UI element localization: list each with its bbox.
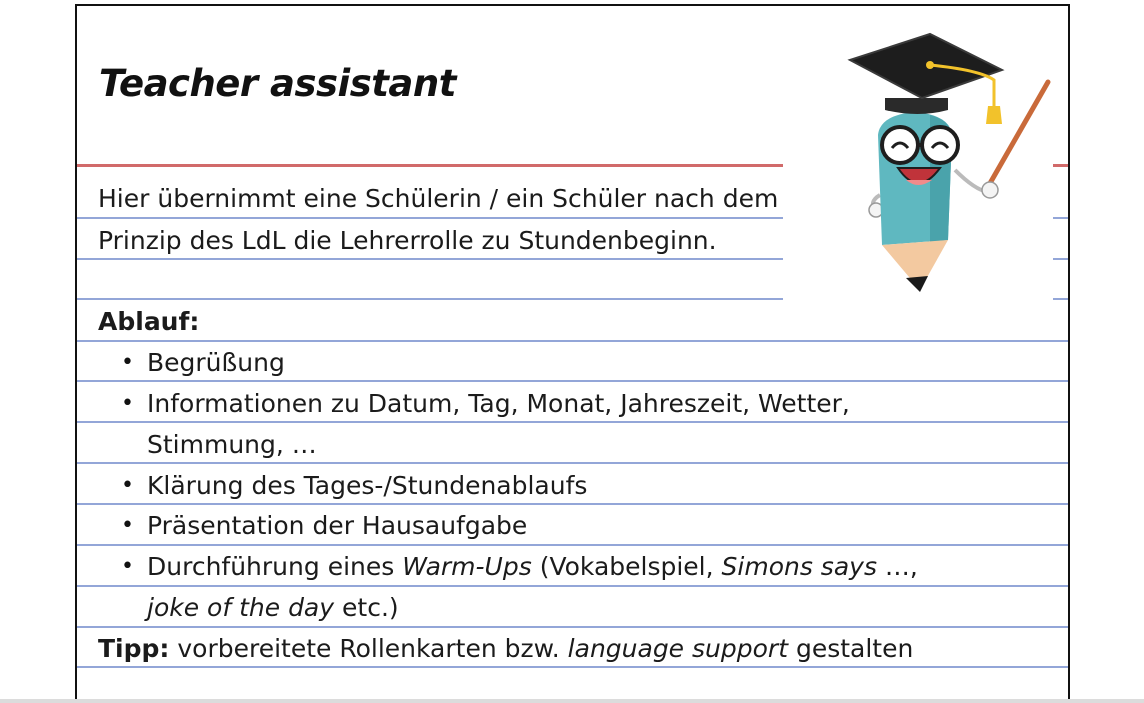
ruled-line [77,503,1068,505]
list-item-text: Durchführung eines [147,552,403,581]
list-item: Begrüßung [147,348,285,377]
ruled-line [77,421,1068,423]
list-item: Informationen zu Datum, Tag, Monat, Jahreszeit, Wetter, [147,389,850,418]
page-title: Teacher assistant [99,62,456,105]
list-item [147,551,918,583]
pencil-teacher-mascot-icon [780,20,1070,320]
intro-line-2: Prinzip des LdL die Lehrerrolle zu Stundenbeginn. [98,226,717,255]
list-item: Präsentation der Hausaufgabe [147,511,528,540]
list-item-emphasis: Warm-Ups [402,552,532,581]
list-item-text: etc.) [334,593,399,622]
list-item-emphasis: joke of the day [147,593,335,622]
bullet-marker: • [121,350,134,375]
tip-text: gestalten [788,634,914,663]
ruled-line [77,544,1068,546]
list-item-text: (Vokabelspiel, [531,552,722,581]
tip-emphasis: language support [567,634,788,663]
intro-line-1: Hier übernimmt eine Schülerin / ein Schüler nach dem [98,184,779,213]
bullet-marker: • [121,391,134,416]
ruled-line [77,626,1068,628]
tip-line [98,633,913,665]
bullet-marker: • [121,513,134,538]
ruled-line [77,585,1068,587]
tip-text: vorbereitete Rollenkarten bzw. [169,634,568,663]
section-heading [98,306,199,338]
list-item: Klärung des Tages-/Stundenablaufs [147,471,588,500]
ruled-line [77,462,1068,464]
list-item-emphasis: Simons says [721,552,877,581]
viewer-bottom-edge [0,699,1144,703]
ruled-line [77,340,1068,342]
ruled-line [77,380,1068,382]
tip-label: Tipp: [98,634,170,663]
bullet-marker: • [121,554,134,579]
section-heading-text: Ablauf: [98,307,200,336]
list-item-text: …, [876,552,918,581]
bullet-marker: • [121,473,134,498]
list-item-continuation: Stimmung, … [147,430,317,459]
list-item-continuation [147,592,399,624]
ruled-line [77,666,1068,668]
